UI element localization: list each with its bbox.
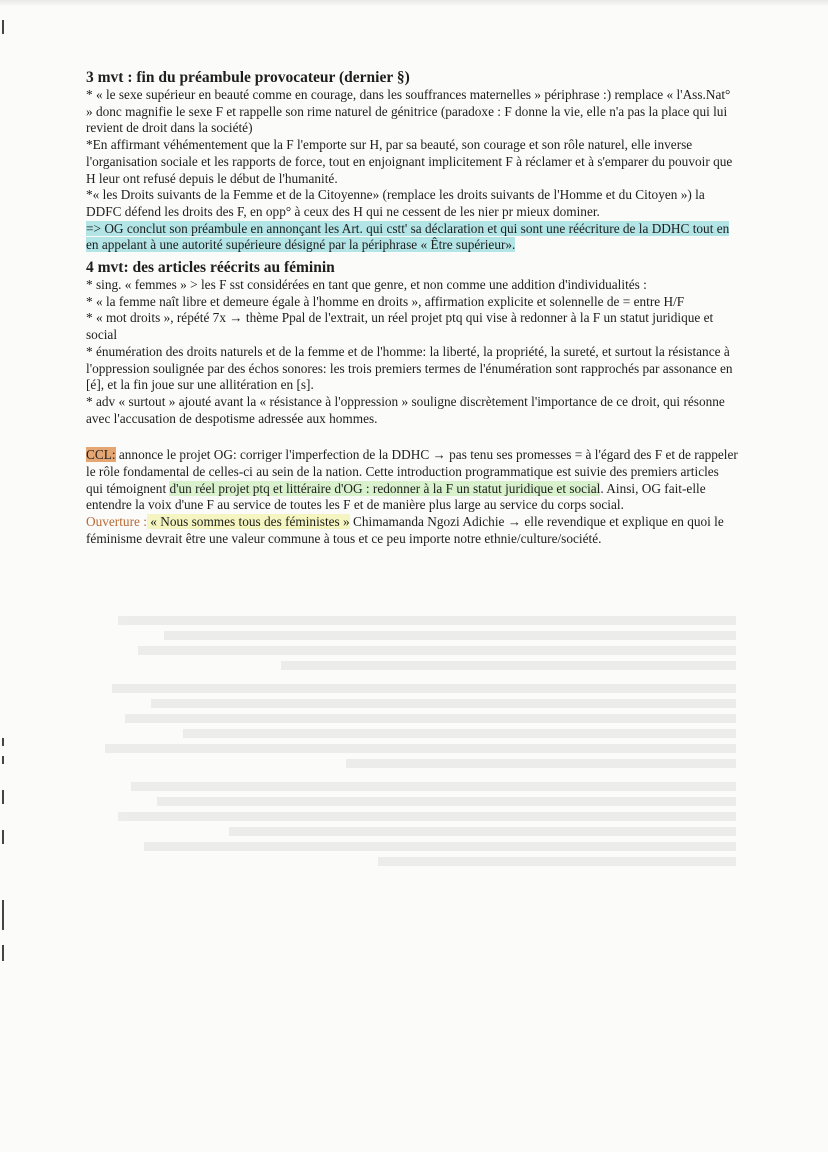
scan-edge bbox=[0, 0, 828, 6]
section-3-paragraph-1: * « le sexe supérieur en beauté comme en courage, dans les souffrances maternelles » périphrase :) remplace « l'Ass.Nat° » donc magnifie le sexe F et rappelle son rime naturel de génitrice (paradoxe : F donne la vie, elle n'a pas la place qui lui revient de droit dans la société) bbox=[86, 87, 731, 136]
margin-mark bbox=[2, 20, 4, 34]
margin-mark bbox=[2, 900, 4, 930]
conclusion-paragraph bbox=[86, 447, 738, 514]
conclusion-text-c: . Ainsi, OG fait-elle entendre la voix d'une F au service de toutes les F et de manière plus large au service du corps social. bbox=[86, 480, 706, 513]
ouverture-quote: « Nous sommes tous des féministes » bbox=[146, 514, 350, 530]
section-4-paragraph-1: * sing. « femmes » > les F sst considérées en tant que genre, et non comme une addition d'individualités : bbox=[86, 277, 647, 293]
section-4-paragraph-3: * « mot droits », répété 7x → thème Ppal de l'extrait, un réel projet ptq qui vise à redonner à la F un statut juridique et social bbox=[86, 310, 714, 343]
margin-mark bbox=[2, 830, 4, 844]
section-4-paragraph-5: * adv « surtout » ajouté avant la « résistance à l'oppression » souligne discrètement l'importance de ce droit, qui résonne avec l'accusation de despotisme adressée aux hommes. bbox=[86, 393, 725, 426]
margin-mark bbox=[2, 756, 4, 764]
section-4-paragraph-2: * « la femme naît libre et demeure égale à l'homme en droits », affirmation explicite et solennelle de = entre H/F bbox=[86, 293, 685, 309]
ouverture-label: Ouverture : bbox=[86, 514, 147, 530]
bleed-through bbox=[86, 610, 736, 872]
section-4-heading: 4 mvt: des articles réécrits au féminin bbox=[86, 259, 335, 277]
conclusion-highlight: d'un réel projet ptq et littéraire d'OG : redonner à la F un statut juridique et social bbox=[169, 480, 601, 496]
section-3-heading: 3 mvt : fin du préambule provocateur (dernier §) bbox=[86, 69, 410, 86]
margin-mark bbox=[2, 790, 4, 804]
section-3-paragraph-2: *En affirmant véhémentement que la F l'emporte sur H, par sa beauté, son courage et son rôle naturel, elle inverse l'organisation sociale et les rapports de force, tout en enjoignant implicitement F à réclamer et à s'emparer du pouvoir que H leur ont refusé depuis le début de l'humanité. bbox=[86, 137, 733, 186]
document-page bbox=[86, 68, 738, 548]
conclusion-text-a: annonce le projet OG: corriger l'imperfection de la DDHC → pas tenu ses promesses = à l'égard des F et de rappeler le rôle fondamental de celles-ci au sein de la nation. Cette introduction programmatique est suivie des premiers articles qui témoignent bbox=[86, 447, 738, 496]
section-4-paragraph-4: * énumération des droits naturels et de la femme et de l'homme: la liberté, la propriété, la sureté, et surtout la résistance à l'oppression soulignée par des échos sonores: les trois premiers termes de l'énumération sont rapprochés par assonance en [é], et la fin joue sur une allitération en [s]. bbox=[86, 343, 733, 393]
section-3-conclusion bbox=[86, 221, 738, 254]
highlighted-text: => OG conclut son préambule en annonçant les Art. qui cstt' sa déclaration et qui sont une réécriture de la DDHC tout en en appelant à une autorité supérieure désigné par la périphrase « Être supérieur». bbox=[86, 220, 730, 253]
ouverture-text: Chimamanda Ngozi Adichie → elle revendique et explique en quoi le féminisme devrait être une valeur commune à tous et ce peu importe notre ethnie/culture/société. bbox=[86, 514, 724, 546]
section-3-paragraph-3: *« les Droits suivants de la Femme et de la Citoyenne» (remplace les droits suivants de l'Homme et du Citoyen ») la DDFC défend les droits des F, en opp° à ceux des H qui ne cessent de les nier pr mieux dominer. bbox=[86, 187, 705, 219]
margin-mark bbox=[2, 738, 4, 746]
margin-mark bbox=[2, 945, 4, 961]
conclusion-label: CCL: bbox=[86, 447, 116, 463]
ouverture-paragraph bbox=[86, 514, 738, 547]
